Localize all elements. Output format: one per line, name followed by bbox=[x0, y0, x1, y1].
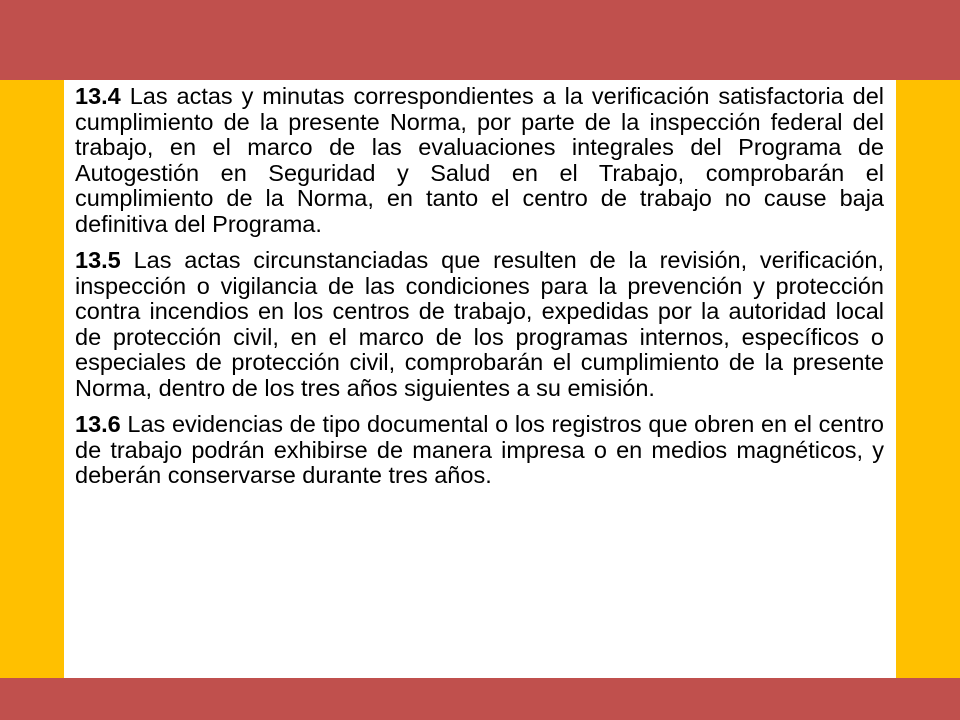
paragraph-text: Las actas circunstanciadas que resulten de la revisión, verificación, inspección o vigilancia de las condiciones para la prevención y protección contra incendios en los centros de trabajo, expedidas por la autoridad local de protección civil, en el marco de los programas internos, específicos o especiales de protección civil, comprobarán el cumplimiento de la presente Norma, dentro de los tres años siguientes a su emisión. bbox=[75, 247, 885, 401]
left-side-bar bbox=[0, 80, 64, 678]
paragraph-13-5 bbox=[75, 248, 884, 401]
bottom-band bbox=[0, 678, 960, 720]
paragraph-text: Las actas y minutas correspondientes a la verificación satisfactoria del cumplimiento de la presente Norma, por parte de la inspección federal del trabajo, en el marco de las evaluaciones integrales del Programa de Autogestión en Seguridad y Salud en el Trabajo, comprobarán el cumplimiento de la Norma, en tanto el centro de trabajo no cause baja definitiva del Programa. bbox=[75, 83, 885, 237]
paragraph-13-6 bbox=[75, 412, 884, 489]
paragraph-13-4 bbox=[75, 84, 884, 237]
right-side-bar bbox=[896, 80, 960, 678]
paragraph-text: Las evidencias de tipo documental o los registros que obren en el centro de trabajo podrán exhibirse de manera impresa o en medios magnéticos, y deberán conservarse durante tres años. bbox=[75, 411, 884, 488]
paragraph-number: 13.4 bbox=[75, 83, 121, 109]
slide-content bbox=[64, 80, 896, 678]
paragraph-number: 13.6 bbox=[75, 411, 121, 437]
paragraph-number: 13.5 bbox=[75, 247, 121, 273]
top-band bbox=[0, 0, 960, 80]
